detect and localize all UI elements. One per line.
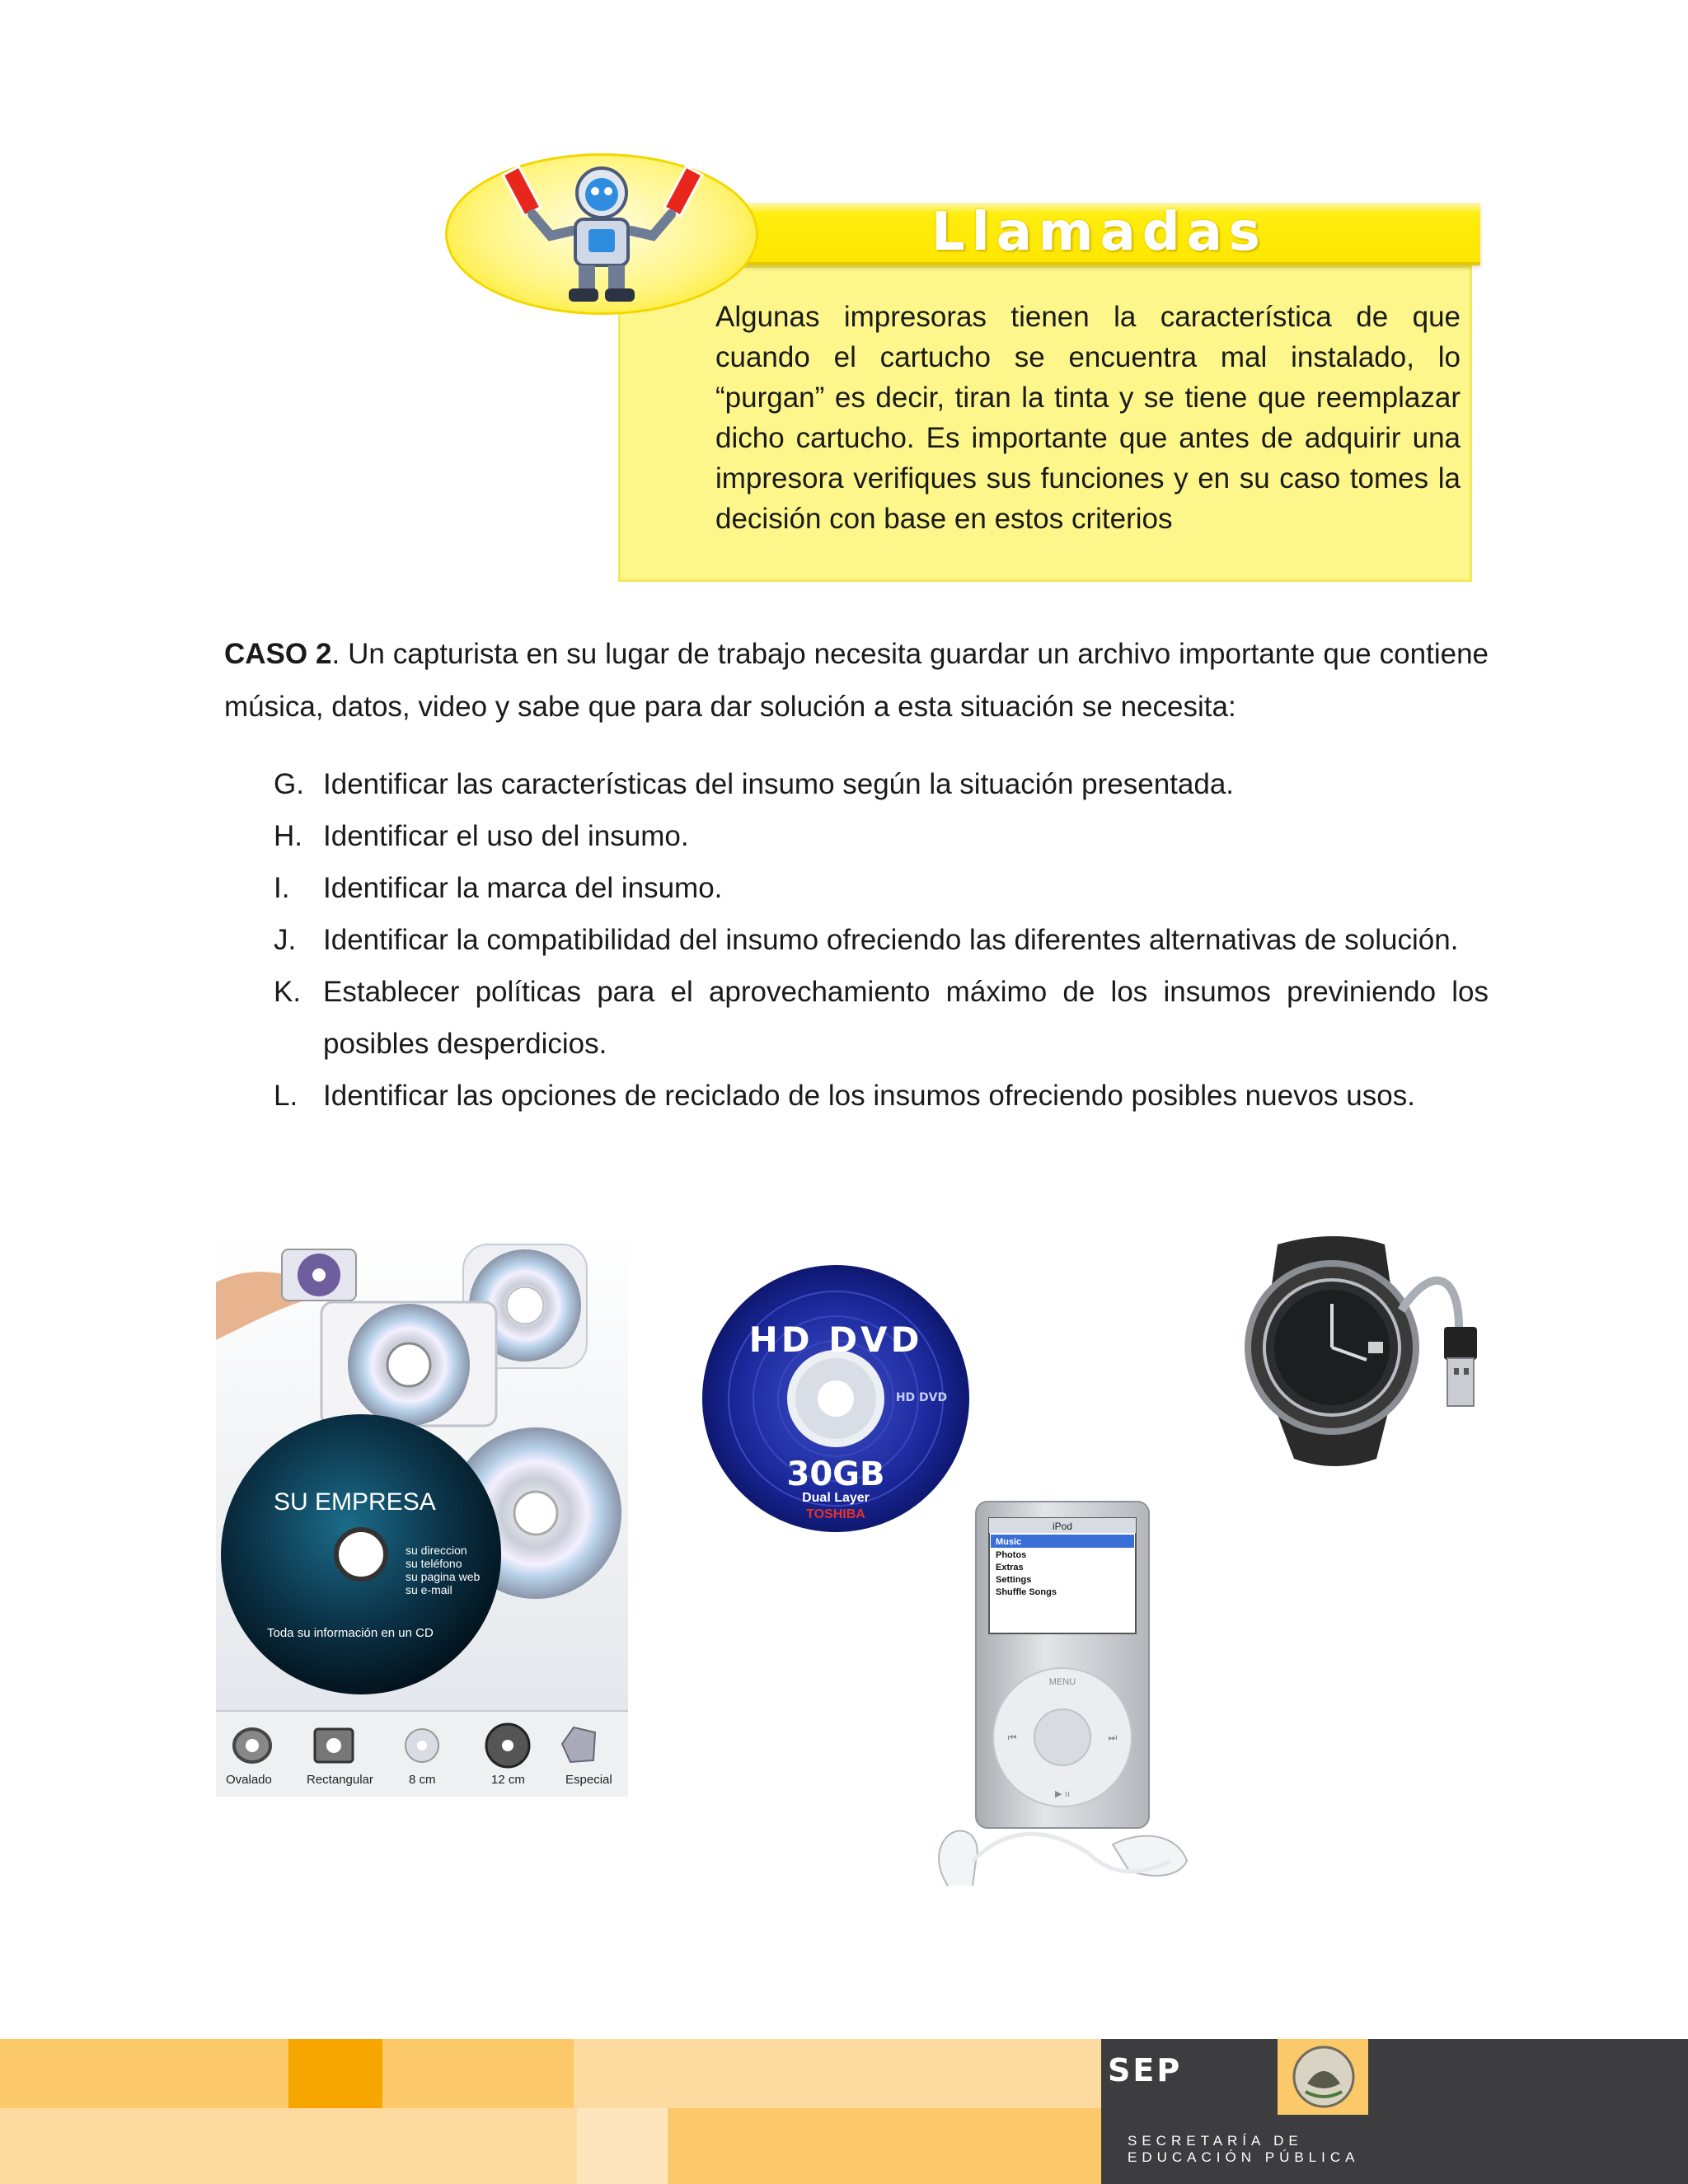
ipod-menu-item: Photos (996, 1550, 1027, 1560)
case-text: . Un capturista en su lugar de trabajo necesita guardar un archivo importante que contiene música, datos, video y sabe que para dar solución a esta situación se necesita: (224, 638, 1489, 723)
ipod-menu-item: Extras (996, 1563, 1024, 1572)
list-item-letter: H. (274, 820, 302, 852)
ipod-prev-icon: ⏮ (1007, 1732, 1017, 1743)
list-item-text: Establecer políticas para el aprovechamiento máximo de los insumos previniendo los posibles desperdicios. (323, 976, 1489, 1060)
usb-watch-image (1212, 1212, 1508, 1483)
list-item (224, 758, 1489, 810)
list-item (224, 1070, 1489, 1122)
list-item-text: Identificar las opciones de reciclado de los insumos ofreciendo posibles nuevos usos. (323, 1080, 1415, 1112)
footer-block (288, 2039, 382, 2108)
cd-contact-line: su direccion (406, 1544, 467, 1557)
shape-label: Especial (565, 1773, 612, 1787)
hd-dvd-brand: TOSHIBA (806, 1507, 865, 1521)
list-item (224, 966, 1489, 1070)
cd-contact-line: su pagina web (406, 1570, 481, 1583)
footer (0, 2039, 1688, 2184)
shape-label: 12 cm (491, 1773, 525, 1787)
sep-name-line1: SECRETARÍA DE (1128, 2133, 1303, 2149)
cd-contact-line: su e-mail (406, 1583, 452, 1596)
ipod-wheel-menu: MENU (1048, 1677, 1076, 1687)
sep-name-line2: EDUCACIÓN PÚBLICA (1128, 2149, 1360, 2165)
ipod-screen-title: iPod (1052, 1521, 1073, 1532)
list-item (224, 810, 1489, 862)
robot-icon (493, 157, 710, 308)
footer-block (382, 2039, 574, 2108)
shape-label: Rectangular (307, 1773, 373, 1787)
footer-block (574, 2039, 1101, 2108)
list-item (224, 862, 1489, 914)
shape-label: Ovalado (226, 1773, 272, 1787)
footer-block (668, 2108, 1101, 2184)
hd-dvd-disc-image (689, 1263, 986, 1535)
list-item-text: Identificar la compatibilidad del insumo ofreciendo las diferentes alternativas de solución. (323, 924, 1459, 956)
national-seal-icon (1282, 2042, 1365, 2111)
footer-block (0, 2039, 288, 2108)
hd-dvd-capacity: 30GB (786, 1455, 885, 1493)
ipod-next-icon: ⏭ (1108, 1732, 1118, 1743)
list-item-text: Identificar las características del insumo según la situación presentada. (323, 768, 1235, 800)
ipod-play-icon: ▶ ıı (1054, 1788, 1071, 1799)
footer-block (0, 2108, 577, 2184)
cd-tagline: Toda su información en un CD (267, 1626, 434, 1640)
ipod-menu-item: Music (996, 1537, 1022, 1547)
list-item-letter: L. (274, 1080, 298, 1112)
shape-label: 8 cm (409, 1773, 436, 1787)
case-label: CASO 2 (224, 638, 332, 670)
footer-block (577, 2108, 668, 2184)
list-item-text: Identificar el uso del insumo. (323, 820, 689, 852)
ipod-menu-item: Shuffle Songs (996, 1587, 1057, 1597)
hd-dvd-layer: Dual Layer (802, 1491, 870, 1505)
list-item-letter: I. (274, 872, 290, 904)
cd-brand-text: SU EMPRESA (274, 1488, 436, 1516)
case-paragraph (224, 628, 1489, 733)
hd-dvd-ring-text: HD DVD (895, 1391, 948, 1404)
list-item-letter: K. (274, 976, 302, 1008)
hd-dvd-logo: HD DVD (748, 1319, 923, 1360)
sep-logo: SEP (1108, 2052, 1183, 2088)
cd-contact-line: su teléfono (406, 1557, 462, 1570)
callout-text: Algunas impresoras tienen la característica de que cuando el cartucho se encuentra mal instalado, lo “purgan” es decir, tiran la tinta y se tiene que reemplazar dicho cartucho. Es importante que antes de adquirir una impresora verifiques sus funciones y en su caso tomes la decisión con base en estos criterios (715, 301, 1461, 535)
ipod-image (923, 1498, 1236, 1889)
callout-title: Llamadas (931, 202, 1267, 263)
list-item-letter: J. (274, 924, 297, 956)
cd-collage-image (216, 1233, 628, 1797)
list-item-letter: G. (274, 768, 304, 800)
steps-list (224, 758, 1489, 1122)
list-item (224, 914, 1489, 966)
ipod-menu-item: Settings (996, 1575, 1032, 1585)
list-item-text: Identificar la marca del insumo. (323, 872, 723, 904)
